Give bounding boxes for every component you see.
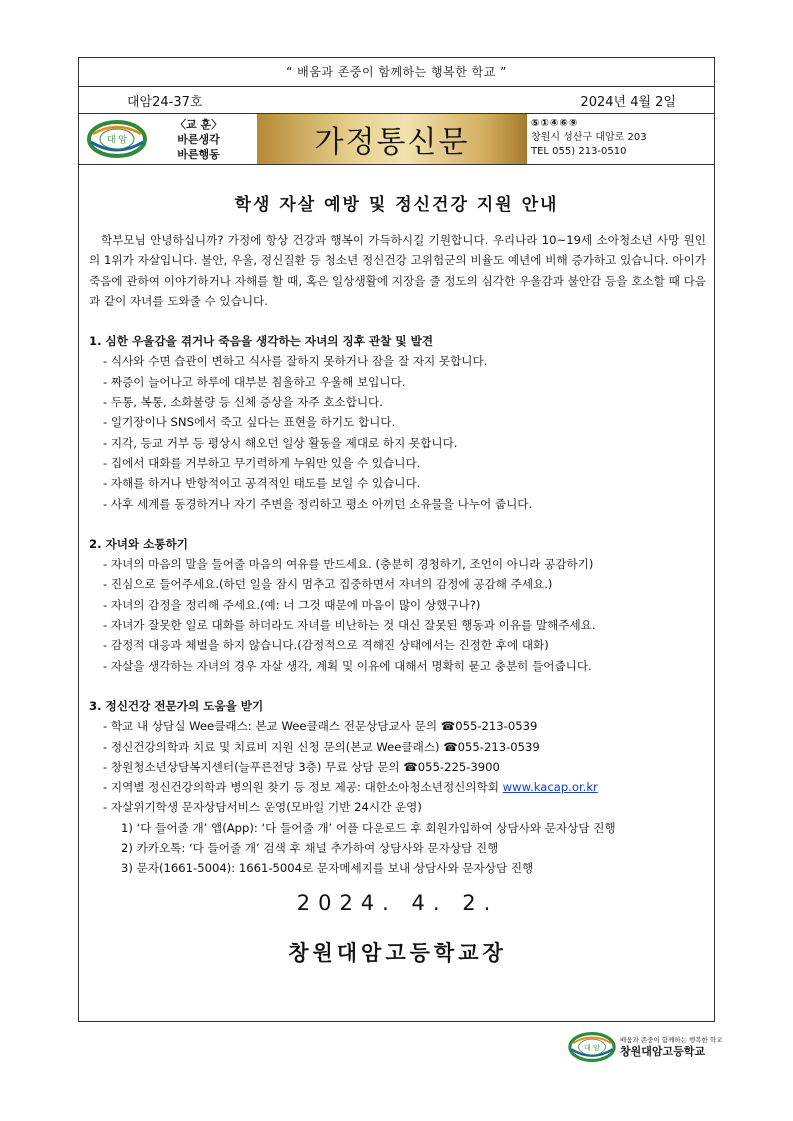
masthead-left: [79, 114, 257, 164]
school-logo-icon: [87, 120, 147, 158]
motto-line-1: 바른생각: [177, 132, 220, 146]
masthead: [79, 114, 714, 165]
postal-code: ⑤①④⑥⑨: [531, 118, 579, 129]
section-2-title: 2. 자녀와 소통하기: [89, 536, 188, 551]
school-contact: [527, 114, 714, 164]
issue-row: [79, 87, 714, 114]
newsletter-frame: [78, 57, 715, 1022]
school-address: 창원시 성산구 대암로 203: [531, 132, 647, 143]
list-item: - 지각, 등교 거부 등 평상시 해오던 일상 활동을 제대로 하지 못합니다.: [103, 435, 458, 450]
footer-logo-text: 대 암: [584, 1042, 600, 1052]
sub-list-item: 2) 카카오톡: ‘다 들어줄 개’ 검색 후 채널 추가하여 상담사와 문자상담 진행: [121, 841, 499, 856]
list-item: - 자살위기학생 문자상담서비스 운영(모바일 기반 24시간 운영): [103, 800, 422, 815]
notice-headline: 학생 자살 예방 및 정신건강 지원 안내: [234, 195, 559, 215]
footer-logo-icon: [568, 1032, 616, 1062]
list-item: - 집에서 대화를 거부하고 무기력하게 누워만 있을 수 있습니다.: [103, 455, 421, 470]
list-item: - 학교 내 상담실 Wee클래스: 본교 Wee클래스 전문상담교사 문의 ☎055-213-0539: [103, 719, 538, 734]
kacap-text: - 지역별 정신건강의학과 병의원 찾기 등 정보 제공: 대한소아청소년정신의학회: [103, 780, 503, 795]
list-item: - 자살을 생각하는 자녀의 경우 자살 생각, 계획 및 이유에 대해서 명확히 묻고 충분히 들어줍니다.: [103, 658, 592, 673]
motto-line-2: 바른행동: [177, 147, 220, 161]
newsletter-title: 가정통신문: [257, 114, 527, 164]
list-item: - 자해를 하거나 반항적이고 공격적인 태도를 보일 수 있습니다.: [103, 476, 421, 491]
list-item: - 정신건강의학과 치료 및 치료비 지원 신청 문의(본교 Wee클래스) ☎055-213-0539: [103, 739, 540, 754]
list-item: - 진심으로 들어주세요.(하던 일을 잠시 멈추고 집중하면서 자녀의 감정에 공감해 주세요.): [103, 577, 553, 592]
section-1-title: 1. 심한 우울감을 겪거나 죽음을 생각하는 자녀의 징후 관찰 및 발견: [89, 334, 434, 349]
sub-list-item: 3) 문자(1661-5004): 1661-5004로 문자메세지를 보내 상담사와 문자상담 진행: [121, 861, 534, 876]
section-1: [89, 331, 706, 514]
section-3: [89, 696, 706, 879]
school-slogan: “ 배움과 존중이 함께하는 행복한 학교 ”: [79, 58, 714, 87]
list-item-kacap: [89, 777, 706, 797]
school-motto: [175, 117, 222, 162]
intro-paragraph: 학부모님 안녕하십니까? 가정에 항상 건강과 행복이 가득하시길 기원합니다. 우리나라 10~19세 소아청소년 사망 원인의 1위가 자살입니다. 불안, 우울, 정신질환 등 청소년 정신건강 고위험군의 비율도 예년에 비해 증가하고 있습니다. 아이가 죽음에 관하여 이야기하거나 자해를 할 때, 혹은 일상생활에 지장을 줄 정도의 심각한 우울감과 불안감 등을 호소할 때 다음과 같이 자녀를 도와줄 수 있습니다.: [89, 233, 706, 308]
list-item: - 일기장이나 SNS에서 죽고 싶다는 표현을 하기도 합니다.: [103, 415, 396, 430]
motto-title: 〈교 훈〉: [175, 117, 223, 131]
list-item: - 짜증이 늘어나고 하루에 대부분 침울하고 우울해 보입니다.: [103, 374, 406, 389]
issue-date: 2024년 4월 2일: [580, 94, 676, 110]
list-item: - 자녀의 감정을 정리해 주세요.(예: 너 그것 때문에 마음이 많이 상했구나?): [103, 597, 481, 612]
notice-date: 2024. 4. 2.: [296, 890, 499, 915]
list-item: - 식사와 수면 습관이 변하고 식사를 잘하지 못하거나 잠을 잘 자지 못합니다.: [103, 354, 488, 369]
sub-list-item: 1) ‘다 들어줄 개’ 앱(App): ‘다 들어줄 개’ 어플 다운로드 후 회원가입하여 상담사와 문자상담 진행: [121, 820, 616, 835]
issue-number: 대암24-37호: [127, 94, 203, 110]
list-item: - 감정적 대응과 체벌을 하지 않습니다.(감정적으로 격해진 상태에서는 진정한 후에 대화): [103, 638, 549, 653]
list-item: - 자녀가 잘못한 일로 대화를 하더라도 자녀를 비난하는 것 대신 잘못된 행동과 이유를 말해주세요.: [103, 618, 596, 633]
footer-slogan: 배움과 존중이 함께하는 행복한 학교: [620, 1036, 723, 1044]
footer-school-name: 창원대암고등학교: [620, 1045, 706, 1058]
principal-signature: 창원대암고등학교장: [288, 940, 507, 965]
notice-body: [89, 230, 706, 963]
section-2: [89, 534, 706, 676]
footer-text: [620, 1036, 722, 1058]
list-item: - 두통, 복통, 소화불량 등 신체 증상을 자주 호소합니다.: [103, 395, 383, 410]
list-item: - 자녀의 마음의 말을 들어줄 마음의 여유를 만드세요. (충분히 경청하기, 조언이 아니라 공감하기): [103, 557, 594, 572]
logo-text: 대 암: [106, 135, 128, 146]
list-item: - 창원청소년상담복지센터(늘푸른전당 3층) 무료 상담 문의 ☎055-225-3900: [103, 759, 500, 774]
kacap-link[interactable]: www.kacap.or.kr: [502, 780, 598, 795]
school-tel: TEL 055) 213-0510: [531, 146, 627, 157]
list-item: - 사후 세계를 동경하거나 자기 주변을 정리하고 평소 아끼던 소유물을 나누어 줍니다.: [103, 496, 533, 511]
section-3-title: 3. 정신건강 전문가의 도움을 받기: [89, 698, 264, 713]
footer-branding: [568, 1032, 722, 1062]
